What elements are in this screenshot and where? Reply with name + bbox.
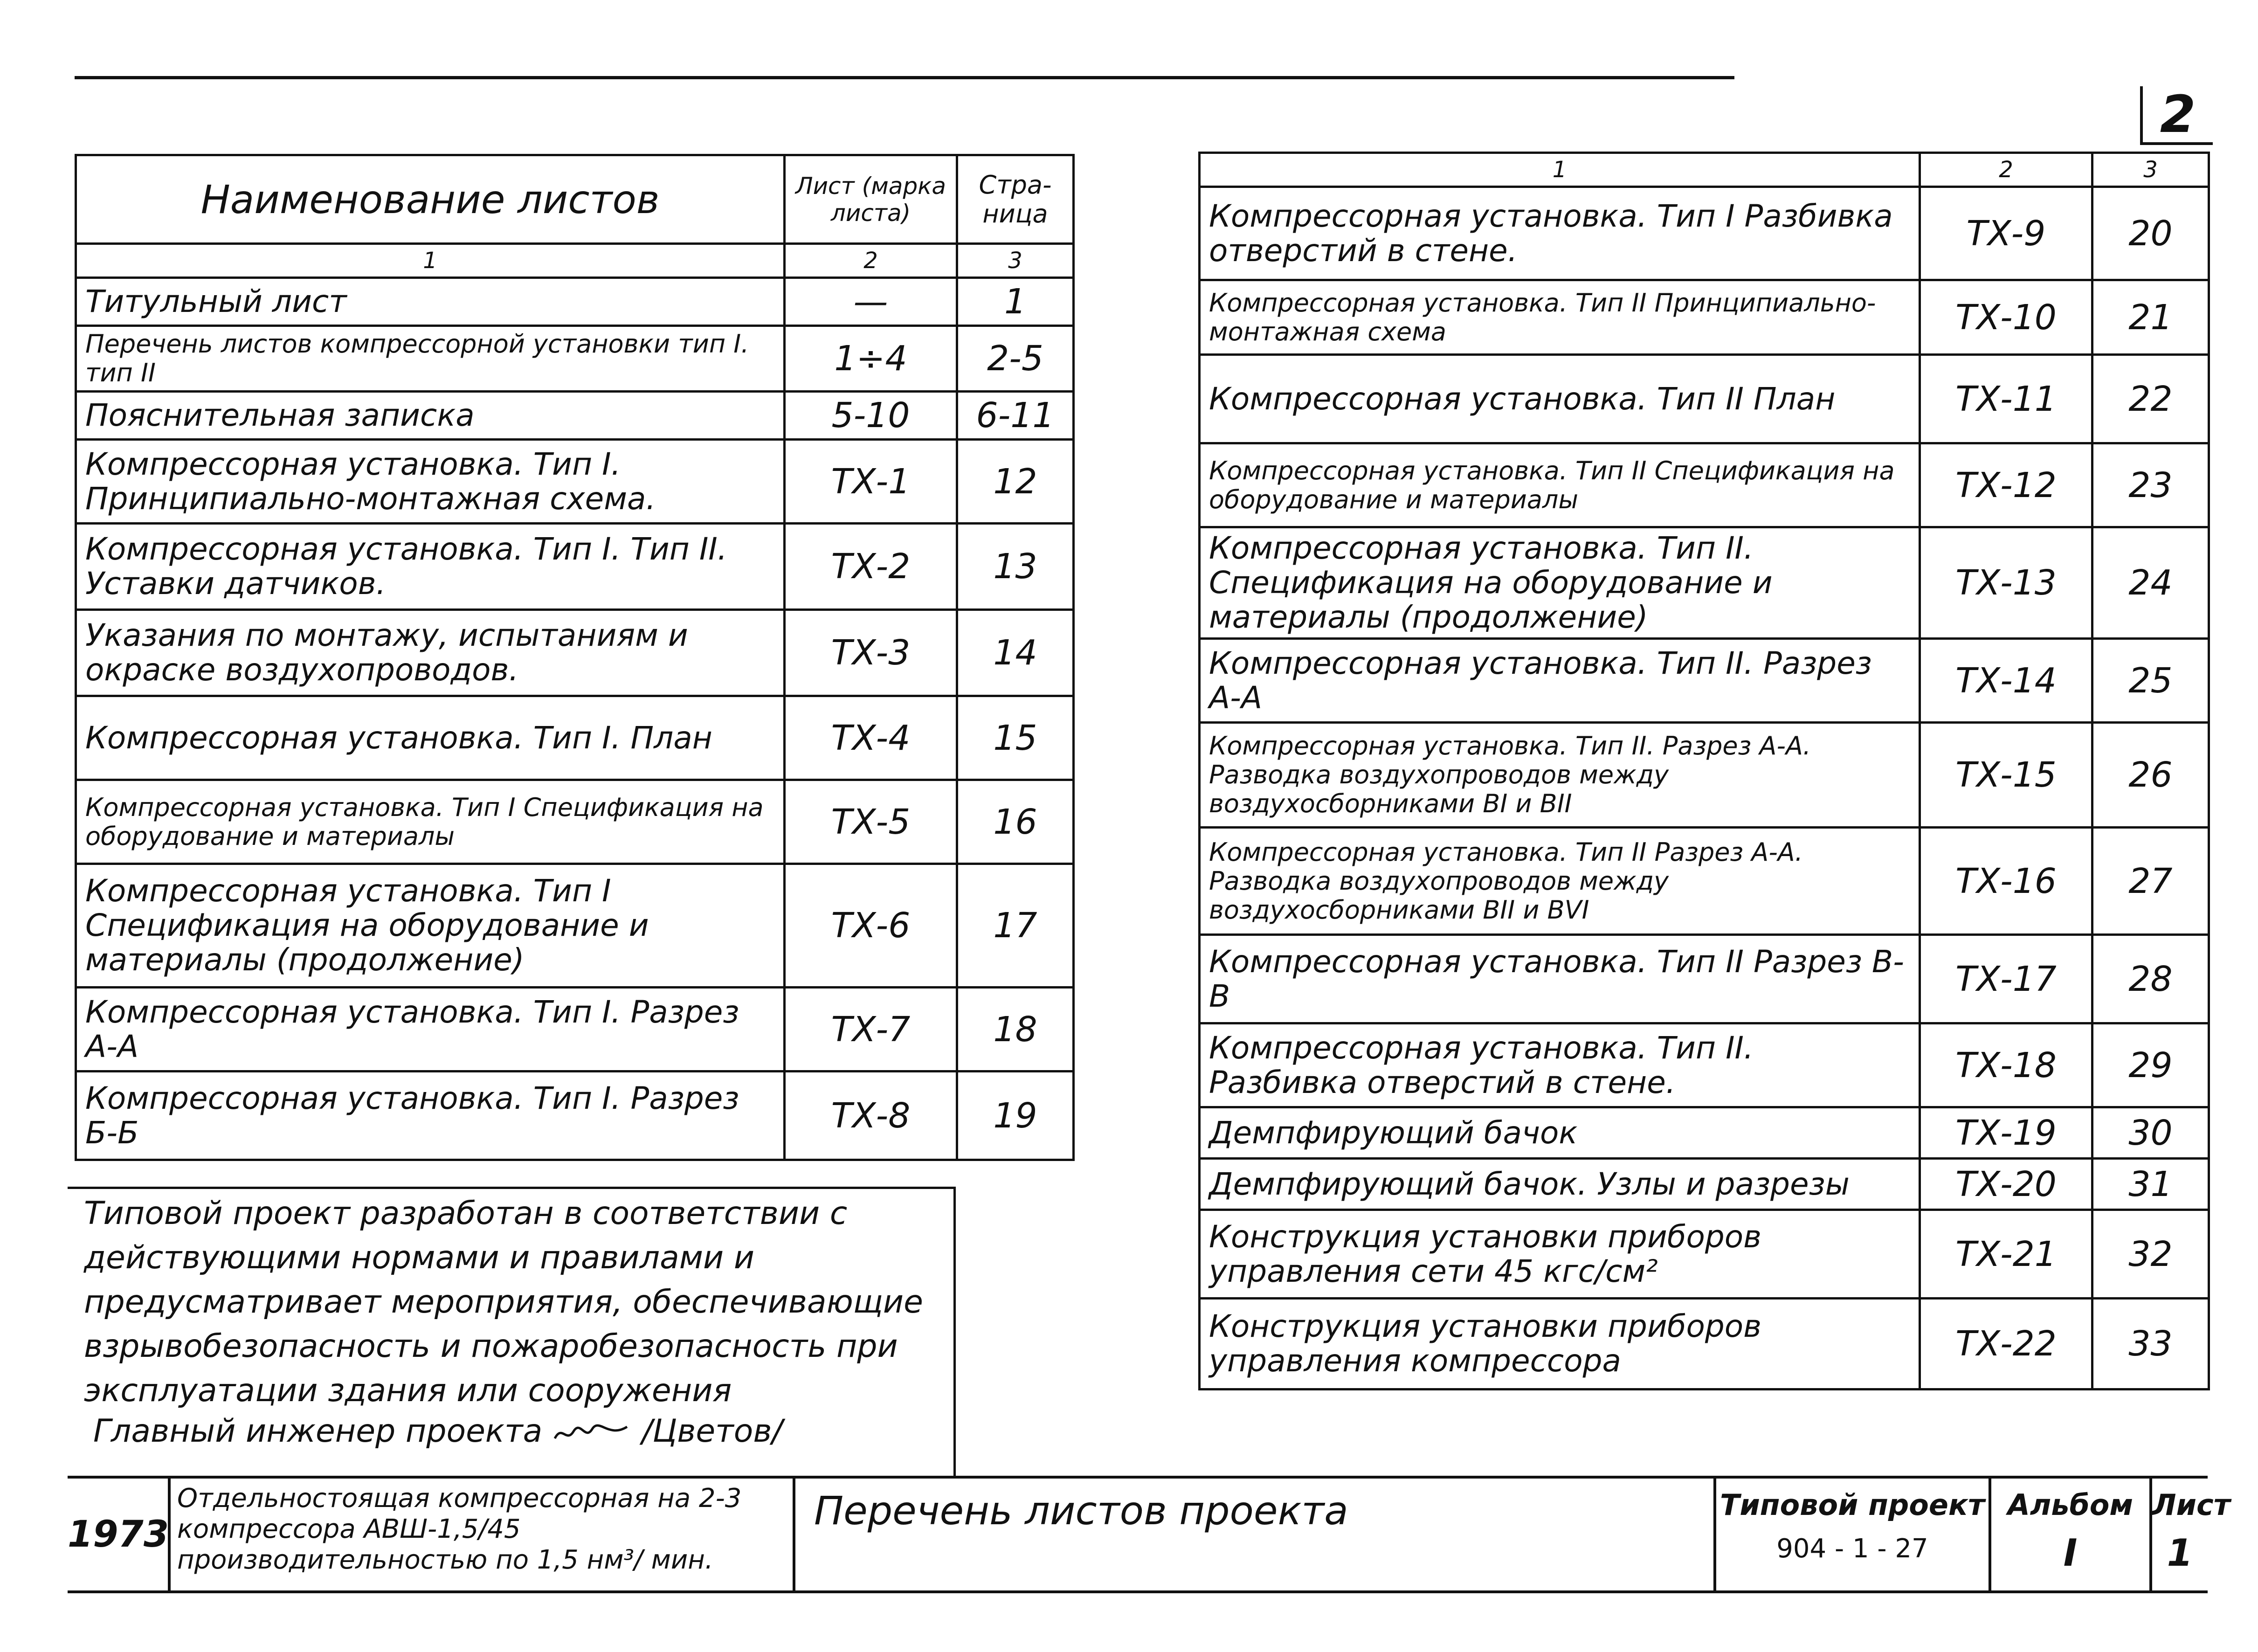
sheet-name: Компрессорная установка. Тип I. Разрез А-А	[76, 988, 785, 1071]
sheet-code: ТХ-14	[1920, 639, 2092, 723]
object-description: Отдельностоящая компрессорная на 2-3 компрессора АВШ-1,5/45 производительностью по 1,5 нм³/ мин.	[168, 1479, 793, 1590]
year: 1973	[68, 1514, 169, 1555]
project-number: 904 - 1 - 27	[1776, 1534, 1928, 1564]
sheet-code: ТХ-13	[1920, 527, 2092, 639]
sheet-page: 23	[2092, 443, 2209, 527]
sheet-name: Компрессорная установка. Тип II План	[1200, 355, 1920, 443]
project-label: Типовой проект	[1720, 1488, 1985, 1522]
right-sheet-list-table	[1198, 152, 2210, 1390]
table-row	[76, 696, 1074, 780]
sheet-name: Компрессорная установка. Тип II. Разбивка отверстий в стене.	[1200, 1023, 1920, 1107]
sheet-code: ТХ-11	[1920, 355, 2092, 443]
table-row	[76, 780, 1074, 864]
table-row	[76, 610, 1074, 696]
sheet-page: 25	[2092, 639, 2209, 723]
table-row	[1200, 280, 2209, 355]
col-number-3: 3	[957, 244, 1074, 278]
sheet-code: 1÷4	[785, 326, 957, 392]
table-row	[76, 326, 1074, 392]
sheet-name: Компрессорная установка. Тип I Спецификация на оборудование и материалы (продолжение)	[76, 864, 785, 988]
document-title: Перечень листов проекта	[793, 1479, 1713, 1590]
page-number: 2	[2140, 86, 2213, 145]
sheet-name: Демпфирующий бачок. Узлы и разрезы	[1200, 1159, 1920, 1210]
col-number-1: 1	[1200, 153, 1920, 187]
sheet-name: Указания по монтажу, испытаниям и окраске воздухопроводов.	[76, 610, 785, 696]
project-cell	[1713, 1479, 1989, 1590]
table-row	[1200, 639, 2209, 723]
sheet-page: 27	[2092, 828, 2209, 935]
sheet-name: Компрессорная установка. Тип II. Разрез А-А	[1200, 639, 1920, 723]
sheet-name: Компрессорная установка. Тип I. Разрез Б-Б	[76, 1071, 785, 1160]
sheet-code: ТХ-17	[1920, 935, 2092, 1023]
sheet-name: Пояснительная записка	[76, 392, 785, 440]
sheet-name: Компрессорная установка. Тип I Спецификация на оборудование и материалы	[76, 780, 785, 864]
sheet-name: Компрессорная установка. Тип II Разрез А-А. Разводка воздухопроводов между воздухосборниками ВII и ВVI	[1200, 828, 1920, 935]
table-row	[76, 440, 1074, 524]
sheet-code: ТХ-18	[1920, 1023, 2092, 1107]
sheet-page: 12	[957, 440, 1074, 524]
sheet-code: ТХ-7	[785, 988, 957, 1071]
sheet-code: 5-10	[785, 392, 957, 440]
sheet-page: 28	[2092, 935, 2209, 1023]
header-row	[76, 155, 1074, 244]
col-number-2: 2	[1920, 153, 2092, 187]
col-number-1: 1	[76, 244, 785, 278]
sheet-name: Компрессорная установка. Тип II. Разрез А-А. Разводка воздухопроводов между воздухосборниками ВI и ВII	[1200, 723, 1920, 828]
sheet-code: ТХ-12	[1920, 443, 2092, 527]
sheet-code: ТХ-15	[1920, 723, 2092, 828]
sheet-code: ТХ-8	[785, 1071, 957, 1160]
table-row	[1200, 828, 2209, 935]
table-row	[76, 392, 1074, 440]
sheet-code: ТХ-16	[1920, 828, 2092, 935]
table-row	[1200, 1023, 2209, 1107]
sheet-page: 1	[957, 278, 1074, 326]
sheet-name: Компрессорная установка. Тип II Спецификация на оборудование и материалы	[1200, 443, 1920, 527]
column-number-row	[1200, 153, 2209, 187]
sheet-value: 1	[2167, 1531, 2193, 1575]
sheet-code: ТХ-20	[1920, 1159, 2092, 1210]
sheet-name: Компрессорная установка. Тип I. План	[76, 696, 785, 780]
sheet-code: ТХ-21	[1920, 1210, 2092, 1299]
sheet-page: 24	[2092, 527, 2209, 639]
sheet-page: 19	[957, 1071, 1074, 1160]
table-row	[1200, 723, 2209, 828]
sheet-name: Конструкция установки приборов управления компрессора	[1200, 1299, 1920, 1389]
sheet-label: Лист	[2152, 1488, 2230, 1522]
top-border-line	[75, 76, 1734, 79]
table-row	[1200, 1159, 2209, 1210]
sheet-page: 31	[2092, 1159, 2209, 1210]
table-row	[1200, 1107, 2209, 1159]
header-sheet: Лист (марка листа)	[785, 155, 957, 244]
sheet-name: Компрессорная установка. Тип II Принципиально-монтажная схема	[1200, 280, 1920, 355]
table-row	[76, 1071, 1074, 1160]
sheet-code: ТХ-5	[785, 780, 957, 864]
sheet-page: 20	[2092, 187, 2209, 280]
sheet-code: ТХ-1	[785, 440, 957, 524]
sheet-code: ТХ-9	[1920, 187, 2092, 280]
sheet-page: 13	[957, 524, 1074, 610]
table-row	[76, 864, 1074, 988]
sheet-code: ТХ-3	[785, 610, 957, 696]
sheet-name: Компрессорная установка. Тип II Разрез В-В	[1200, 935, 1920, 1023]
album-label: Альбом	[2007, 1488, 2134, 1522]
sheet-page: 21	[2092, 280, 2209, 355]
sheet-code: ТХ-2	[785, 524, 957, 610]
table-row	[1200, 187, 2209, 280]
sheet-code: —	[785, 278, 957, 326]
sheet-page: 16	[957, 780, 1074, 864]
table-row	[76, 988, 1074, 1071]
table-row	[1200, 527, 2209, 639]
sheet-code: ТХ-6	[785, 864, 957, 988]
sheet-page: 33	[2092, 1299, 2209, 1389]
table-row	[76, 278, 1074, 326]
table-row	[1200, 355, 2209, 443]
sheet-code: ТХ-22	[1920, 1299, 2092, 1389]
sheet-cell	[2149, 1479, 2230, 1590]
sheet-page: 29	[2092, 1023, 2209, 1107]
table-row	[76, 524, 1074, 610]
signature-icon	[552, 1419, 632, 1447]
sheet-page: 6-11	[957, 392, 1074, 440]
sheet-page: 2-5	[957, 326, 1074, 392]
sheet-code: ТХ-4	[785, 696, 957, 780]
sheet-page: 14	[957, 610, 1074, 696]
header-page: Стра-ница	[957, 155, 1074, 244]
table-row	[1200, 935, 2209, 1023]
header-name: Наименование листов	[76, 155, 785, 244]
col-number-3: 3	[2092, 153, 2209, 187]
table-row	[1200, 1299, 2209, 1389]
sheet-name: Компрессорная установка. Тип I Разбивка отверстий в стене.	[1200, 187, 1920, 280]
album-value: I	[2063, 1531, 2078, 1575]
sheet-name: Перечень листов компрессорной установки тип I. тип II	[76, 326, 785, 392]
sheet-name: Компрессорная установка. Тип I. Тип II. Уставки датчиков.	[76, 524, 785, 610]
engineer-name: /Цветов/	[642, 1413, 783, 1450]
project-note: Типовой проект разработан в соответствии с действующими нормами и правилами и предусматривает мероприятия, обеспечивающие взрывобезопасность и пожаробезопасность при эксплуатации здания или сооружения	[84, 1195, 923, 1409]
sheet-page: 22	[2092, 355, 2209, 443]
sheet-name: Компрессорная установка. Тип II. Спецификация на оборудование и материалы (продолжение)	[1200, 527, 1920, 639]
sheet-code: ТХ-19	[1920, 1107, 2092, 1159]
chief-engineer-line	[93, 1413, 782, 1450]
sheet-page: 26	[2092, 723, 2209, 828]
sheet-code: ТХ-10	[1920, 280, 2092, 355]
sheet-page: 32	[2092, 1210, 2209, 1299]
column-number-row	[76, 244, 1074, 278]
sheet-page: 15	[957, 696, 1074, 780]
sheet-page: 18	[957, 988, 1074, 1071]
table-row	[1200, 443, 2209, 527]
left-sheet-list-table	[75, 154, 1075, 1161]
sheet-name: Компрессорная установка. Тип I. Принципиально-монтажная схема.	[76, 440, 785, 524]
engineer-label: Главный инженер проекта	[93, 1413, 543, 1450]
album-cell	[1989, 1479, 2149, 1590]
sheet-name: Титульный лист	[76, 278, 785, 326]
col-number-2: 2	[785, 244, 957, 278]
sheet-name: Демпфирующий бачок	[1200, 1107, 1920, 1159]
sheet-page: 30	[2092, 1107, 2209, 1159]
title-block	[68, 1476, 2230, 1593]
sheet-page: 17	[957, 864, 1074, 988]
table-row	[1200, 1210, 2209, 1299]
sheet-name: Конструкция установки приборов управления сети 45 кгс/см²	[1200, 1210, 1920, 1299]
